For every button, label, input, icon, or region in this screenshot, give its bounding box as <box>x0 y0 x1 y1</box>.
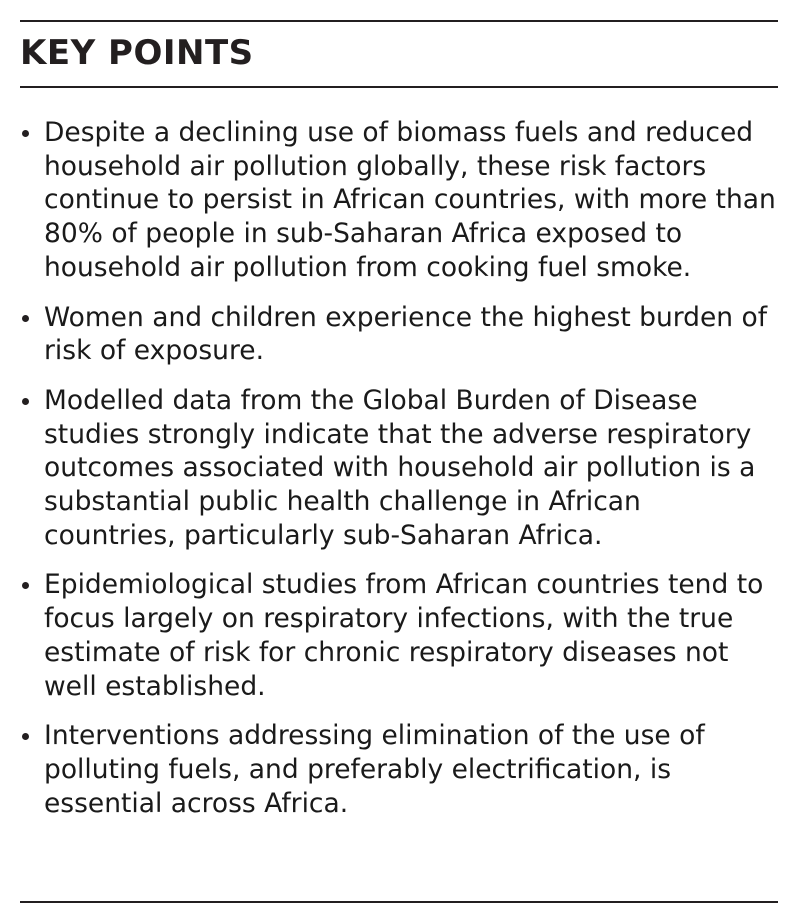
title-divider <box>20 86 778 88</box>
key-point-text: Interventions addressing elimination of the use of polluting fuels, and preferably electrification, is essential across Africa. <box>44 720 705 819</box>
key-points-box <box>20 0 778 922</box>
key-point-item <box>20 116 778 285</box>
bullet-icon <box>22 582 29 589</box>
bullet-icon <box>22 130 29 137</box>
key-point-text: Despite a declining use of biomass fuels and reduced household air pollution globally, these risk factors continue to persist in African countries, with more than 80% of people in sub-Saharan Africa exposed to household air pollution from cooking fuel smoke. <box>44 117 776 283</box>
key-points-list <box>20 116 778 836</box>
key-point-item <box>20 719 778 820</box>
key-point-text: Modelled data from the Global Burden of Disease studies strongly indicate that the adverse respiratory outcomes associated with household air pollution is a substantial public health challenge in African countries, particularly sub-Saharan Africa. <box>44 384 756 551</box>
bottom-rule <box>20 901 778 903</box>
section-title: KEY POINTS <box>20 33 254 73</box>
bullet-icon <box>22 398 29 405</box>
bullet-icon <box>22 733 29 740</box>
key-point-item <box>20 384 778 553</box>
key-point-item <box>20 301 778 368</box>
bullet-icon <box>22 315 29 322</box>
key-point-item <box>20 568 778 703</box>
top-rule <box>20 20 778 22</box>
key-point-text: Women and children experience the highest burden of risk of exposure. <box>44 301 768 367</box>
key-point-text: Epidemiological studies from African countries tend to focus largely on respiratory infections, with the true estimate of risk for chronic respiratory diseases not well established. <box>44 569 764 702</box>
